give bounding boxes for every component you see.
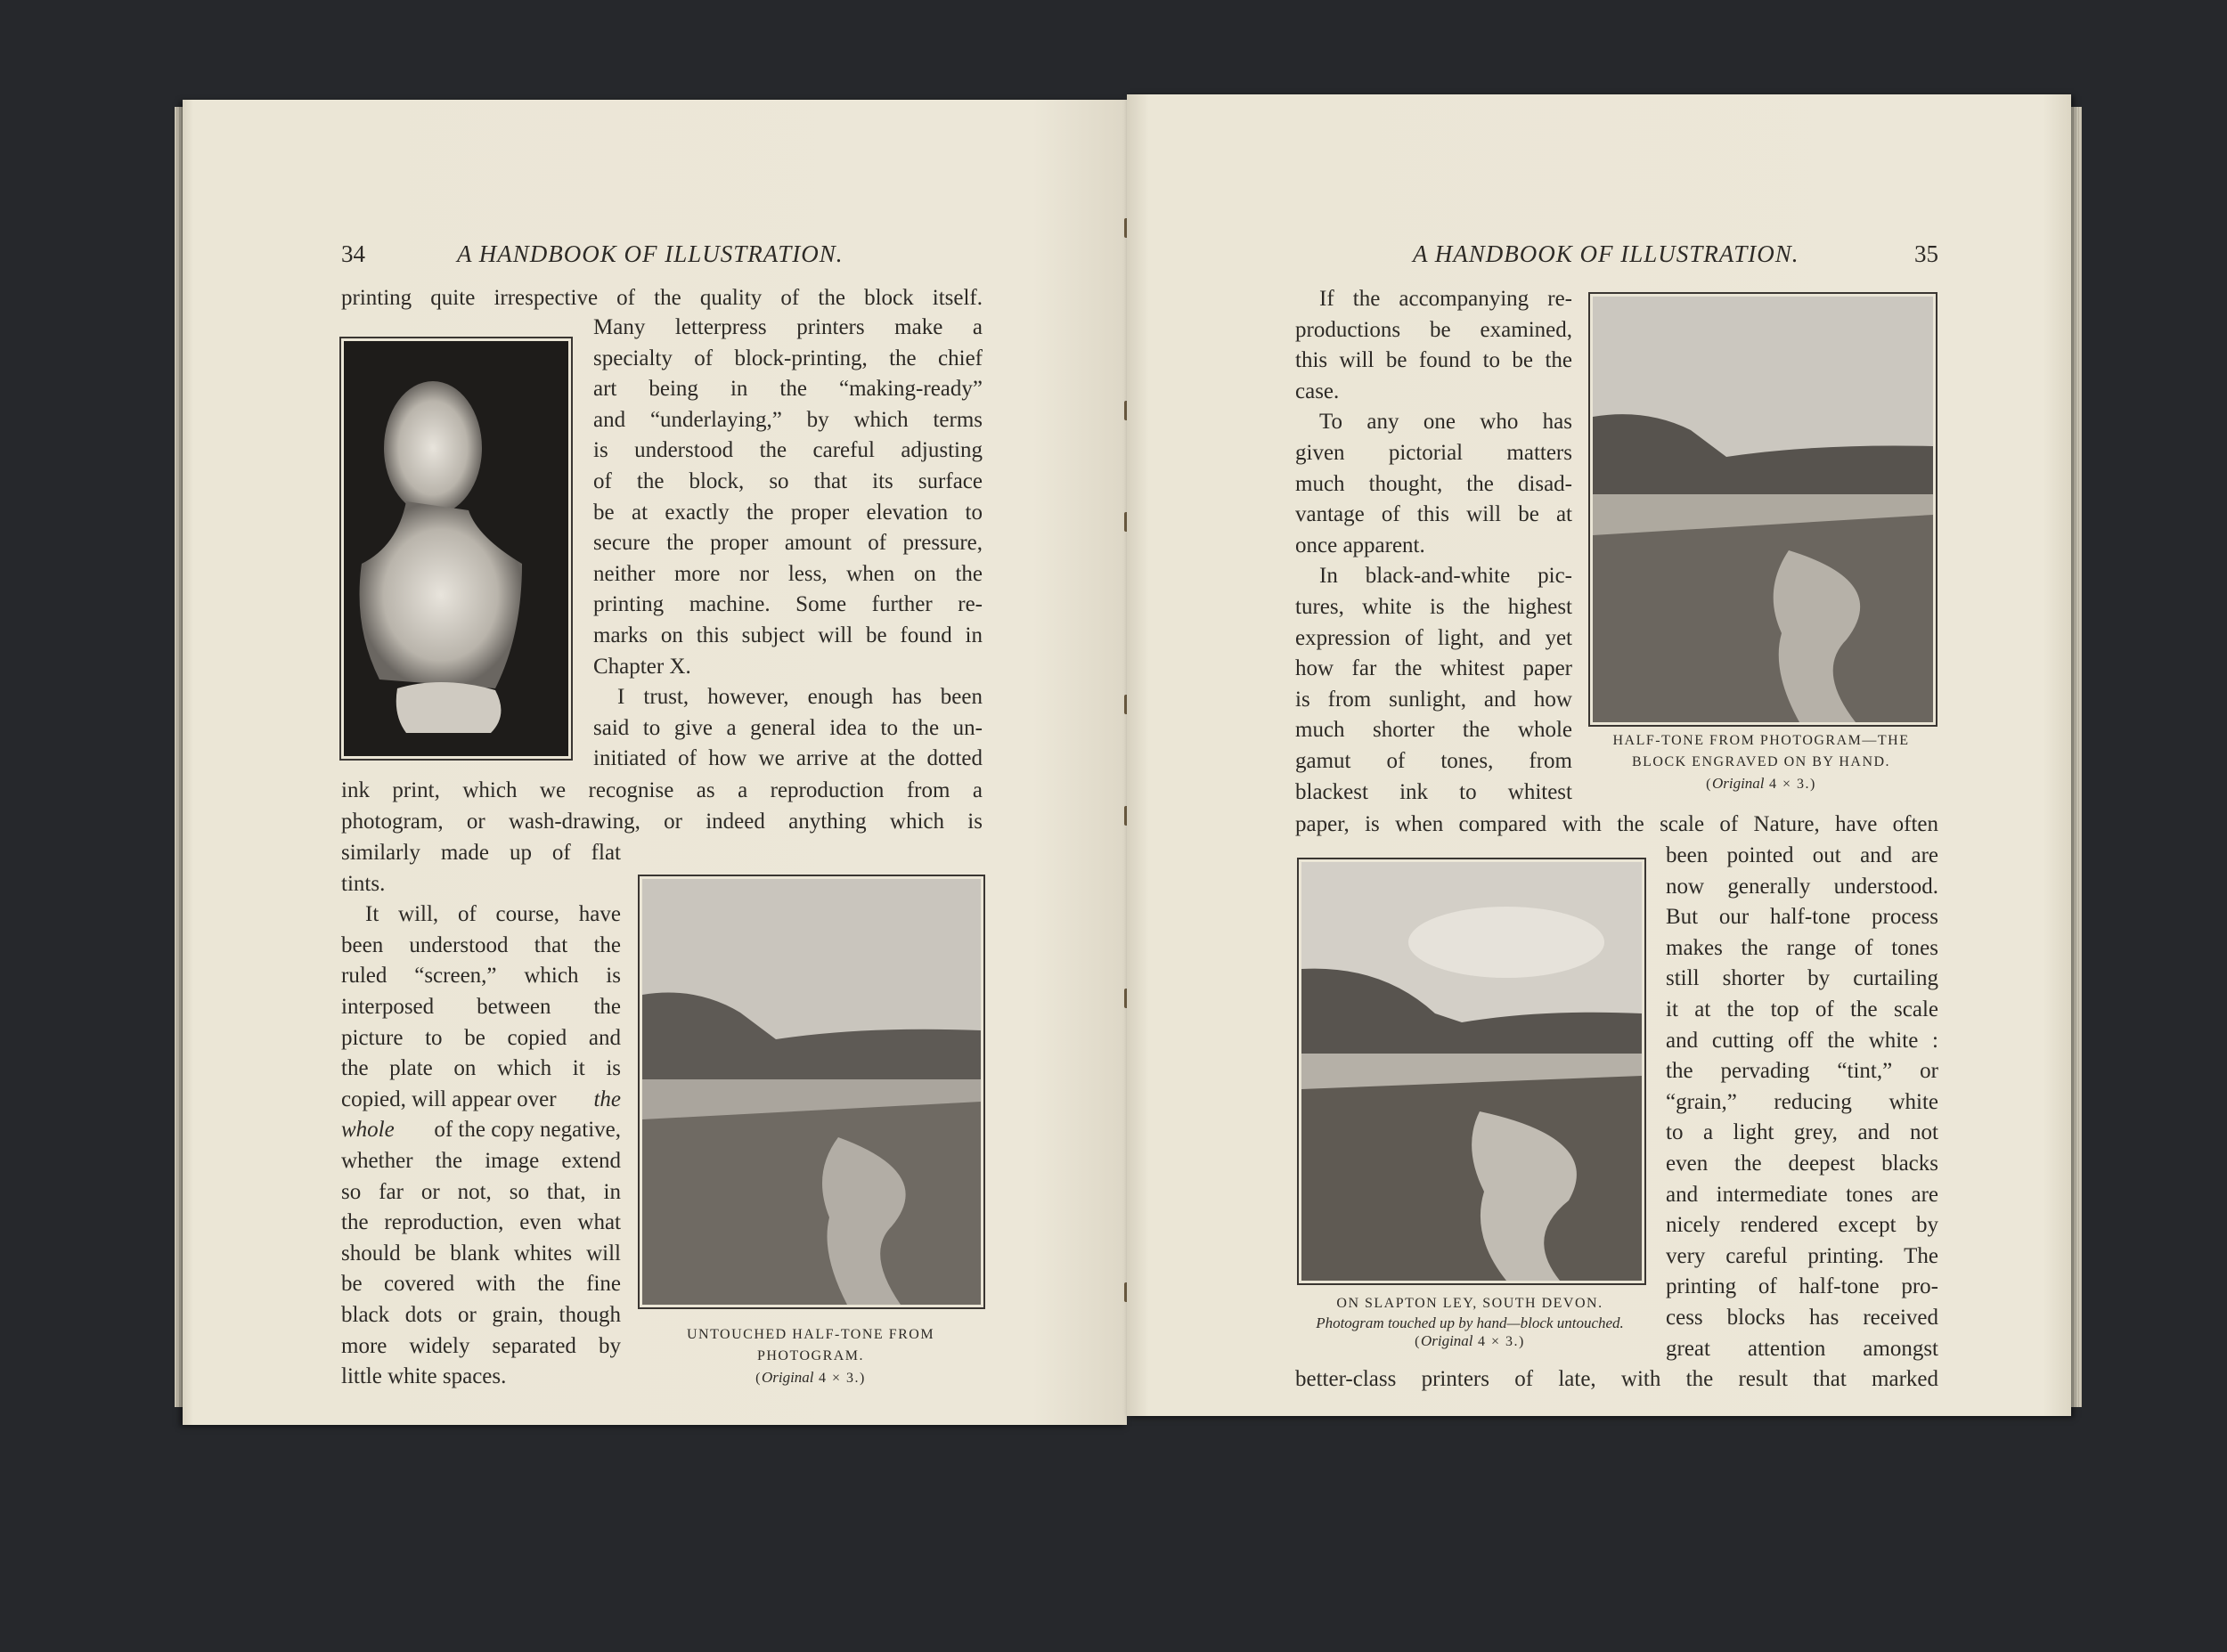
text-line: very careful printing. The — [1666, 1243, 1938, 1268]
caption-line: ON SLAPTON LEY, SOUTH DEVON. — [1336, 1296, 1603, 1311]
text-line: ink print, which we recognise as a reproduction from a — [341, 778, 983, 802]
text-line: But our half-tone process — [1666, 905, 1938, 930]
text-span: copied, will appear over — [341, 1086, 557, 1111]
text-line: blackest ink to whitest — [1295, 779, 1572, 804]
text-line: gamut of tones, from — [1295, 748, 1572, 773]
page-edges-right — [2071, 107, 2082, 1407]
text-line: still shorter by curtailing — [1666, 966, 1938, 991]
text-line: marks on this subject will be found in — [593, 623, 983, 647]
caption-original-size: (Original 4 × 3.) — [755, 1369, 866, 1386]
text-line: and intermediate tones are — [1666, 1182, 1938, 1207]
text-line: and “underlaying,” by which terms — [593, 407, 983, 432]
caption-line: PHOTOGRAM. — [756, 1348, 865, 1363]
italic-text: the — [593, 1086, 621, 1111]
original-size: 4 × 3. — [1769, 777, 1811, 792]
text-block-narrow-right-top — [1295, 284, 1572, 808]
text-line: “grain,” reducing white — [1666, 1089, 1938, 1114]
text-line: be covered with the fine — [341, 1272, 621, 1297]
text-line: more widely separated by — [341, 1333, 621, 1358]
text-line: Chapter X. — [593, 654, 691, 679]
text-line: initiated of how we arrive at the dotted — [593, 746, 983, 771]
original-size: 4 × 3. — [1478, 1334, 1520, 1349]
text-line: great attention amongst — [1666, 1336, 1938, 1361]
text-line: I trust, however, enough has been — [617, 685, 983, 710]
original-label: Original — [1420, 1332, 1473, 1349]
text-line: of the block, so that its surface — [593, 468, 983, 493]
caption-line: HALF-TONE FROM PHOTOGRAM—THE — [1612, 733, 1910, 748]
text-line: Many letterpress printers make a — [593, 315, 983, 339]
landscape-figure-untouched — [638, 875, 985, 1309]
text-line: now generally understood. — [1666, 874, 1938, 899]
text-line: it at the top of the scale — [1666, 997, 1938, 1021]
text-line: should be blank whites will — [341, 1241, 621, 1265]
text-line: said to give a general idea to the un- — [593, 715, 983, 740]
text-line: expression of light, and yet — [1295, 625, 1572, 650]
original-label: Original — [761, 1369, 814, 1386]
caption-line-italic: Photogram touched up by hand—block untouched. — [1316, 1314, 1624, 1331]
bust-image — [344, 341, 568, 756]
text-line: been pointed out and are — [1666, 843, 1938, 867]
text-line: and cutting off the white : — [1666, 1028, 1938, 1053]
text-line: so far or not, so that, in — [341, 1179, 621, 1204]
bust-figure — [339, 337, 573, 761]
text-line: cess blocks has received — [1666, 1305, 1938, 1330]
text-line: even the deepest blacks — [1666, 1151, 1938, 1176]
text-line: tints. — [341, 871, 386, 896]
caption-line: BLOCK ENGRAVED ON BY HAND. — [1631, 754, 1891, 769]
text-block-beside-bust — [593, 313, 983, 775]
text-line: this will be found to be the — [1295, 348, 1572, 373]
text-line: tures, white is the highest — [1295, 594, 1572, 619]
text-line: whether the image extend — [341, 1148, 621, 1173]
text-line: nicely rendered except by — [1666, 1213, 1938, 1238]
figure-caption-slapton-ley — [1283, 1293, 1657, 1351]
text-line — [341, 1085, 621, 1116]
text-block-full-line — [1295, 810, 1938, 841]
running-head-right: A HANDBOOK OF ILLUSTRATION. — [1413, 240, 1799, 267]
text-line: ruled “screen,” which is — [341, 964, 621, 989]
landscape-image — [1593, 297, 1933, 722]
text-line: It will, of course, have — [365, 902, 621, 927]
text-line: black dots or grain, though — [341, 1302, 621, 1327]
text-line: printing of half-tone pro- — [1666, 1274, 1938, 1299]
text-line: secure the proper amount of pressure, — [593, 531, 983, 556]
figure-caption-untouched — [632, 1324, 989, 1389]
page-number-right: 35 — [1914, 240, 1938, 267]
text-line — [341, 1115, 621, 1146]
landscape-image — [1301, 862, 1642, 1281]
text-line: little white spaces. — [341, 1364, 507, 1389]
text-block-middle — [341, 776, 983, 837]
figure-caption-engraved — [1583, 730, 1939, 795]
text-line: neither more nor less, when on the — [593, 561, 983, 586]
text-line: vantage of this will be at — [1295, 502, 1572, 527]
text-line: If the accompanying re- — [1319, 287, 1572, 311]
text-line: picture to be copied and — [341, 1025, 621, 1050]
text-span: of the copy negative, — [434, 1118, 621, 1143]
text-line: better-class printers of late, with the result that marked — [1295, 1367, 1938, 1391]
text-line: paper, is when compared with the scale of Nature, have often — [1295, 812, 1938, 836]
landscape-figure-slapton-ley — [1297, 858, 1646, 1285]
landscape-image — [642, 879, 981, 1305]
text-line: art being in the “making-ready” — [593, 377, 983, 402]
text-line: makes the range of tones — [1666, 935, 1938, 960]
text-line: specialty of block-printing, the chief — [593, 346, 983, 370]
text-line: printing machine. Some further re- — [593, 592, 983, 617]
page-number-left: 34 — [341, 240, 365, 267]
original-label: Original — [1711, 775, 1765, 792]
italic-text: whole — [341, 1118, 395, 1143]
text-line: much shorter the whole — [1295, 718, 1572, 743]
caption-line: UNTOUCHED HALF-TONE FROM — [686, 1327, 935, 1342]
running-head-left: A HANDBOOK OF ILLUSTRATION. — [457, 240, 844, 267]
text-block-narrow-right-bottom — [1666, 841, 1938, 1364]
text-line: is understood the careful adjusting — [593, 438, 983, 463]
text-line: to a light grey, and not — [1666, 1120, 1938, 1145]
text-line: once apparent. — [1295, 533, 1425, 557]
caption-original-size: (Original 4 × 3.) — [1706, 775, 1816, 792]
text-line: given pictorial matters — [1295, 440, 1572, 465]
text-line: how far the whitest paper — [1295, 656, 1572, 681]
text-line: the pervading “tint,” or — [1666, 1059, 1938, 1084]
text-block-top — [341, 283, 983, 314]
text-line: In black-and-white pic- — [1319, 564, 1572, 589]
landscape-figure-engraved — [1588, 292, 1937, 727]
text-line: photogram, or wash-drawing, or indeed anything which is — [341, 809, 983, 834]
text-line: case. — [1295, 378, 1340, 403]
text-line: is from sunlight, and how — [1295, 687, 1572, 712]
caption-original-size: (Original 4 × 3.) — [1415, 1332, 1525, 1349]
text-line: much thought, the disad- — [1295, 471, 1572, 496]
text-line: been understood that the — [341, 932, 621, 957]
text-line: To any one who has — [1319, 410, 1572, 435]
text-line: the plate on which it is — [341, 1056, 621, 1081]
text-line: similarly made up of flat — [341, 841, 621, 865]
text-block-last-line — [1295, 1364, 1938, 1396]
text-line: printing quite irrespective of the quality of the block itself. — [341, 286, 983, 310]
text-line: be at exactly the proper elevation to — [593, 500, 983, 525]
text-line: interposed between the — [341, 994, 621, 1019]
original-size: 4 × 3. — [819, 1371, 861, 1386]
text-line: the reproduction, even what — [341, 1210, 621, 1235]
text-block-narrow-left — [341, 838, 621, 1393]
text-line: productions be examined, — [1295, 317, 1572, 342]
